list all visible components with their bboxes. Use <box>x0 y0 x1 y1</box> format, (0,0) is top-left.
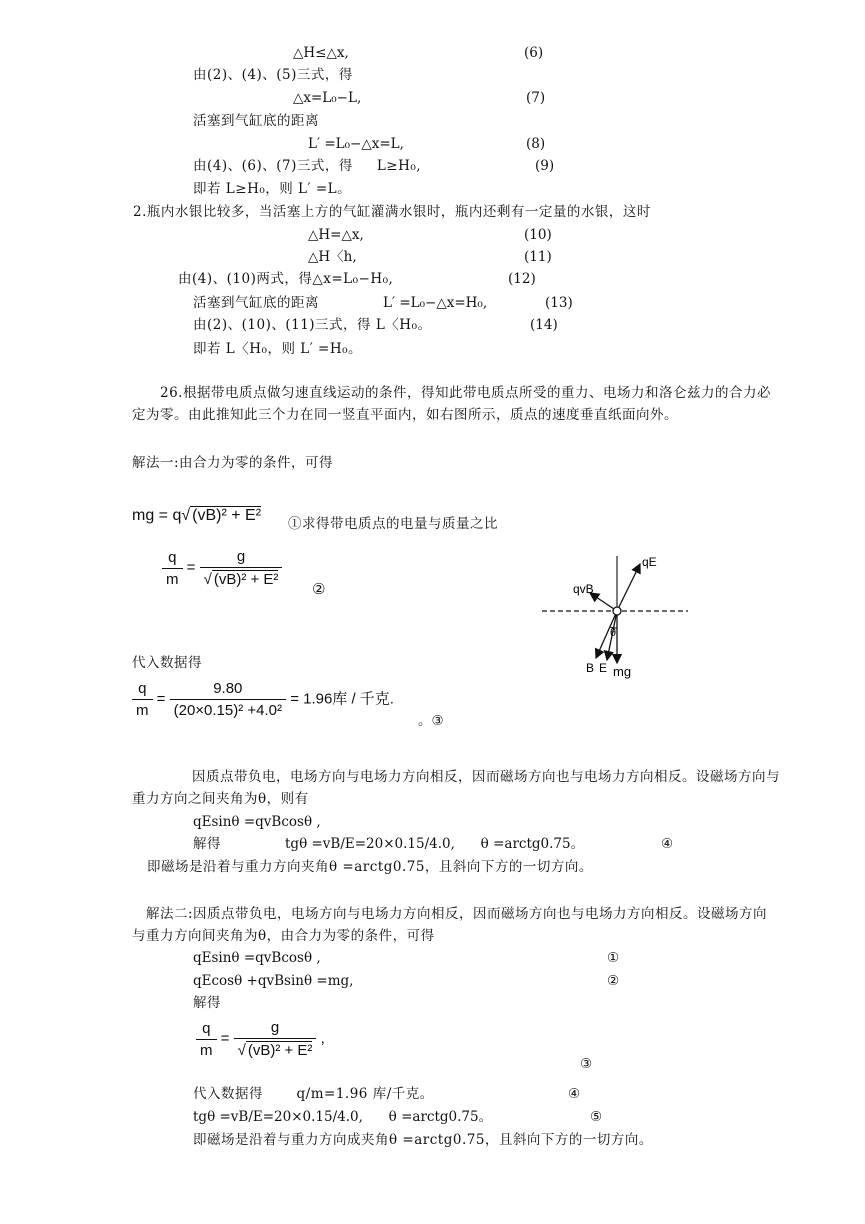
case2-intro: 2.瓶内水银比较多，当活塞上方的气缸灌满水银时，瓶内还剩有一定量的水银，这时 <box>133 204 651 220</box>
eq7-number: (7) <box>526 90 546 106</box>
derivation-line: 由(2)、(10)、(11)三式，得 L〈H₀。 <box>193 317 432 333</box>
particle <box>613 607 621 615</box>
equals-sign: = <box>156 690 170 708</box>
qvB-arrow <box>590 593 617 611</box>
label-mg: mg <box>613 664 632 679</box>
eq7: △x=L₀−L, <box>293 90 362 106</box>
formula-numeric <box>132 680 394 719</box>
m2-tg-number: ⑤ <box>590 1109 603 1125</box>
fraction-g-sqrt <box>234 1019 317 1059</box>
formula-q-over-m <box>162 548 282 588</box>
equation-b-number: ④ <box>661 836 674 852</box>
denominator <box>200 568 283 588</box>
eq6: △H≤△x, <box>293 45 349 61</box>
qE-arrow <box>617 564 640 611</box>
label-E: E <box>599 661 608 675</box>
m2-substitute-number: ④ <box>568 1086 581 1102</box>
formula1-note: ①求得带电质点的电量与质量之比 <box>288 516 498 532</box>
eq8-number: (8) <box>526 136 546 152</box>
formula3-number: 。③ <box>418 713 444 729</box>
force-diagram <box>530 548 700 688</box>
formula-comma: , <box>320 1029 325 1047</box>
text-line: 活塞到气缸底的距离 <box>193 113 319 129</box>
fraction-q-m <box>162 549 183 588</box>
numerator: g <box>270 1019 280 1036</box>
text-line: 活塞到气缸底的距离 <box>193 295 319 311</box>
radicand: (vB)² + E² <box>192 507 262 524</box>
substitute-label: 代入数据得 <box>132 655 202 671</box>
conclusion-line: 即若 L≥H₀，则 L′ =L。 <box>193 181 352 197</box>
fraction-q-m <box>132 680 153 719</box>
radicand: (vB)² + E² <box>247 1042 313 1059</box>
denominator: m <box>166 570 179 588</box>
m2-formula-number: ③ <box>580 1056 593 1072</box>
formula-result: = 1.96库 / 千克. <box>290 690 394 708</box>
numerator: g <box>236 548 246 565</box>
q26-paragraph: 26.根据带电质点做匀速直线运动的条件，得知此带电质点所受的重力、电场力和洛仑兹力的合力必定为零。由此推知此三个力在同一竖直平面内，如右图所示，质点的速度垂直纸面向外。 <box>132 385 771 423</box>
numerator: q <box>168 548 177 566</box>
derivation-line: 由(2)、(4)、(5)三式，得 <box>193 67 353 83</box>
m2-equation1: qEsinθ =qvBcosθ , <box>193 950 321 966</box>
eq8: L′ =L₀−△x=L, <box>308 136 404 152</box>
method1-title: 解法一:由合力为零的条件，可得 <box>132 455 334 471</box>
equation-a: qEsinθ =qvBcosθ , <box>193 814 321 830</box>
m2-equation2: qEcosθ +qvBsinθ =mg, <box>193 973 354 989</box>
sqrt-sign: √ <box>181 507 191 524</box>
formula-mg <box>132 506 261 525</box>
reason-paragraph: 因质点带负电，电场方向与电场力方向相反，因而磁场方向也与电场力方向相反。设磁场方向与重力方向之间夹角为θ，则有 <box>132 769 780 807</box>
method2-paragraph: 解法二:因质点带负电，电场方向与电场力方向相反，因而磁场方向也与电场力方向相反。设磁场方向与重力方向间夹角为θ，由合力为零的条件，可得 <box>132 906 768 944</box>
sqrt-sign: √ <box>237 1042 246 1059</box>
conclusion-line: 即若 L〈H₀，则 L′ =H₀。 <box>193 341 363 357</box>
denominator: m <box>136 702 149 719</box>
label-qE: qE <box>642 555 657 569</box>
radicand: (vB)² + E² <box>213 571 279 588</box>
equals-sign: = <box>186 558 200 576</box>
derivation-line: 由(4)、(6)、(7)三式，得 L≥H₀, <box>193 158 422 174</box>
label-theta: θ <box>610 627 617 639</box>
equals-sign: = <box>220 1029 234 1047</box>
m2-solve-label: 解得 <box>193 995 221 1011</box>
numerator: q <box>138 680 147 697</box>
eq10: △H=△x, <box>308 227 364 243</box>
eq11: △H〈h, <box>308 249 357 265</box>
denominator: m <box>200 1041 213 1059</box>
fraction-g-sqrt <box>200 548 283 588</box>
m2-substitute: 代入数据得 q/m=1.96 库/千克。 <box>193 1086 434 1102</box>
sqrt-sign: √ <box>203 571 212 588</box>
derivation-line: 由(4)、(10)两式，得△x=L₀−H₀, <box>178 271 394 287</box>
eq11-number: (11) <box>524 249 552 265</box>
conclusion1: 即磁场是沿着与重力方向夹角θ =arctg0.75，且斜向下方的一切方向。 <box>147 859 593 875</box>
formula-lhs: mg = q <box>132 507 182 524</box>
eq14-number: (14) <box>530 317 558 333</box>
eq9-number: (9) <box>535 158 555 174</box>
m2-equation2-number: ② <box>607 973 620 989</box>
m2-conclusion: 即磁场是沿着与重力方向成夹角θ =arctg0.75，且斜向下方的一切方向。 <box>193 1132 653 1148</box>
denominator <box>234 1039 317 1059</box>
eq12-number: (12) <box>508 271 536 287</box>
m2-tg-line: tgθ =vB/E=20×0.15/4.0, θ =arctg0.75。 <box>193 1109 493 1125</box>
numerator: q <box>202 1019 211 1037</box>
numerator: 9.80 <box>213 680 243 697</box>
fraction-numeric <box>170 680 286 719</box>
m2-equation1-number: ① <box>607 950 620 966</box>
solve-label: 解得 <box>193 836 221 852</box>
denominator: (20×0.15)² +4.0² <box>173 702 283 719</box>
eq13-number: (13) <box>545 295 573 311</box>
equation-b: tgθ =vB/E=20×0.15/4.0, θ =arctg0.75。 <box>285 836 585 852</box>
label-qvB: qvB <box>573 582 594 596</box>
eq10-number: (10) <box>524 227 552 243</box>
fraction-q-m <box>196 1020 217 1059</box>
label-B: B <box>586 661 595 675</box>
eq6-number: (6) <box>524 45 544 61</box>
eq13: L′ =L₀−△x=H₀, <box>383 295 488 311</box>
m2-formula <box>196 1019 325 1059</box>
formula2-number: ② <box>312 580 326 598</box>
